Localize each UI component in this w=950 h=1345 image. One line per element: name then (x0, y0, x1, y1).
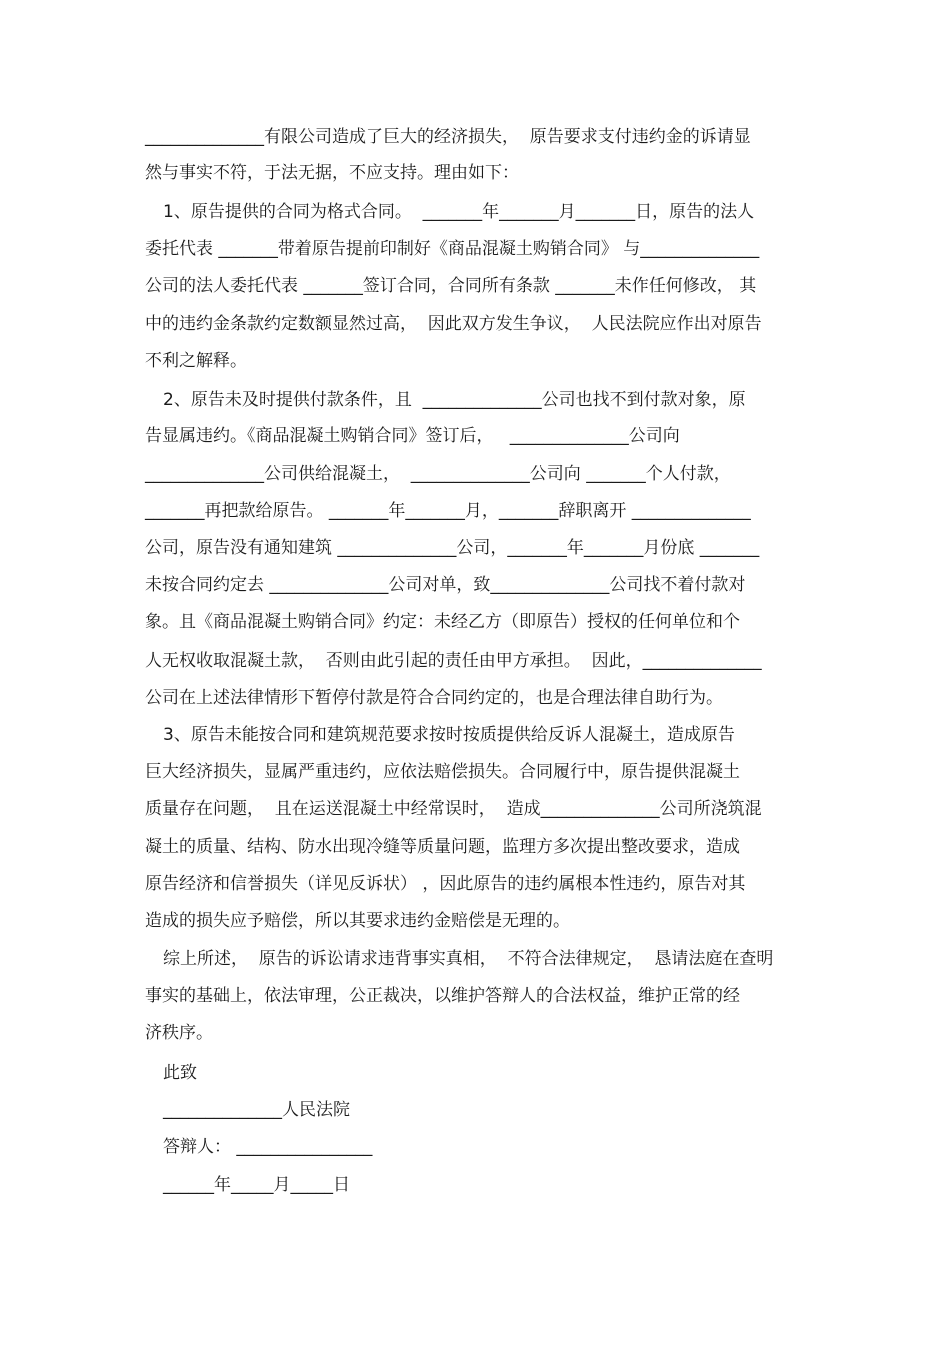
paragraph-line: 质量存在问题， 且在运送混凝土中经常误时， 造成______________公司所浇筑混 (145, 799, 762, 819)
court-name-line: ______________人民法院 (163, 1100, 350, 1120)
paragraph-line: 综上所述， 原告的诉讼请求违背事实真相， 不符合法律规定， 恳请法庭在查明 (163, 949, 774, 969)
paragraph-line: 济秩序。 (145, 1023, 213, 1043)
paragraph-line: ______________公司供给混凝土， ______________公司向 _______个人付款， (145, 464, 731, 484)
paragraph-line: 公司的法人委托代表 _______签订合同，合同所有条款 _______未作任何修改， 其 (145, 276, 757, 296)
paragraph-line: 造成的损失应予赔偿，所以其要求违约金赔偿是无理的。 (145, 911, 570, 931)
paragraph-line: 2、原告未及时提供付款条件，且 ______________公司也找不到付款对象，原 (163, 390, 746, 410)
paragraph-line: 中的违约金条款约定数额显然过高， 因此双方发生争议， 人民法院应作出对原告 (145, 314, 762, 334)
paragraph-line: 人无权收取混凝土款， 否则由此引起的责任由甲方承担。 因此，______________ (145, 651, 762, 671)
paragraph-line: 告显属违约。《商品混凝土购销合同》签订后， ______________公司向 (145, 426, 680, 446)
paragraph-line: 事实的基础上，依法审理，公正裁决，以维护答辩人的合法权益，维护正常的经 (145, 986, 740, 1006)
paragraph-line: 1、原告提供的合同为格式合同。 _______年_______月_______日，原告的法人 (163, 202, 755, 222)
paragraph-line: 公司，原告没有通知建筑 ______________公司，_______年_______月份底 _______ (145, 538, 760, 558)
paragraph-line: _______再把款给原告。 _______年_______月，_______辞职离开 ______________ (145, 501, 751, 521)
paragraph-line: ______________有限公司造成了巨大的经济损失， 原告要求支付违约金的诉请显 (145, 127, 751, 147)
paragraph-line: 凝土的质量、结构、防水出现冷缝等质量问题，监理方多次提出整改要求，造成 (145, 837, 740, 857)
paragraph-line: 巨大经济损失，显属严重违约，应依法赔偿损失。合同履行中，原告提供混凝土 (145, 762, 740, 782)
paragraph-line: 不利之解释。 (145, 351, 247, 371)
paragraph-line: 委托代表 _______带着原告提前印制好《商品混凝土购销合同》 与______________ (145, 239, 760, 259)
respondent-signature-line: 答辩人： ________________ (163, 1137, 373, 1157)
paragraph-line: 3、原告未能按合同和建筑规范要求按时按质提供给反诉人混凝土，造成原告 (163, 725, 735, 745)
paragraph-line: 象。且《商品混凝土购销合同》约定：未经乙方（即原告）授权的任何单位和个 (145, 612, 740, 632)
closing-salutation: 此致 (163, 1063, 197, 1083)
paragraph-line: 公司在上述法律情形下暂停付款是符合合同约定的，也是合理法律自助行为。 (145, 688, 723, 708)
paragraph-line: 原告经济和信誉损失（详见反诉状） ，因此原告的违约属根本性违约，原告对其 (145, 874, 746, 894)
date-line: ______年_____月_____日 (163, 1175, 350, 1195)
paragraph-line: 未按合同约定去 ______________公司对单，致______________公司找不着付款对 (145, 575, 746, 595)
paragraph-line: 然与事实不符，于法无据，不应支持。理由如下： (145, 163, 519, 183)
